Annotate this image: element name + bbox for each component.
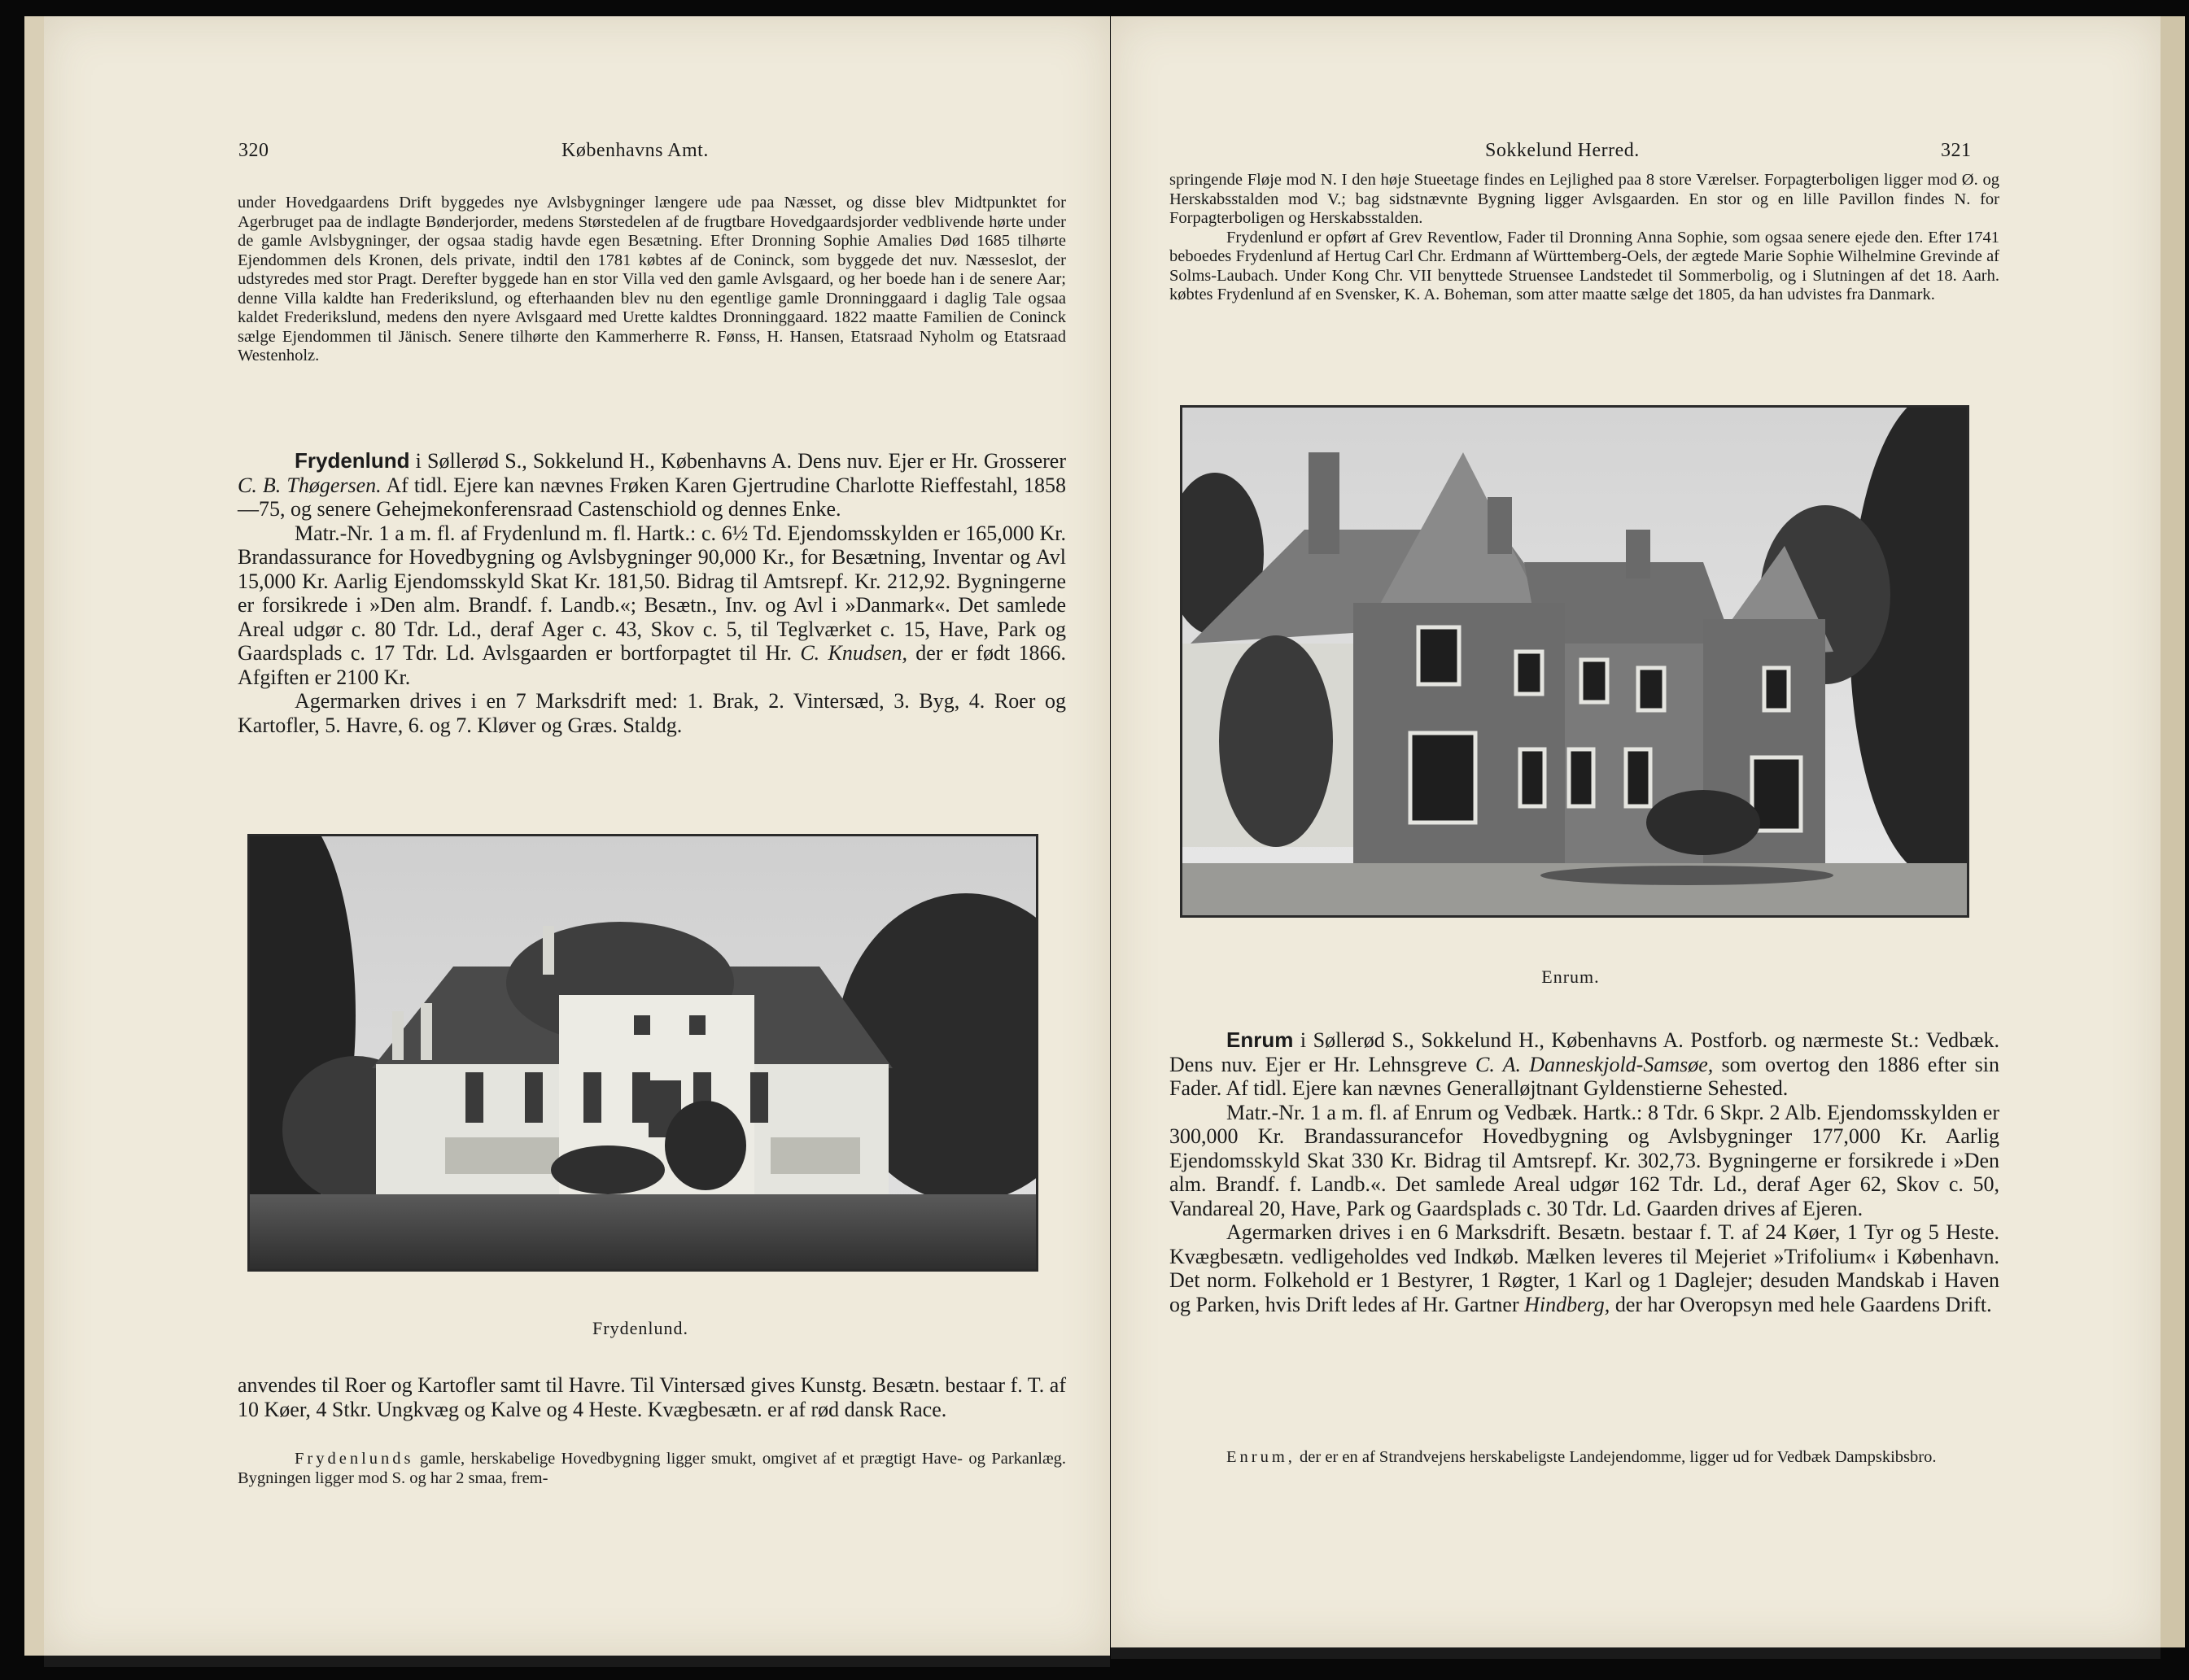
continuation-paragraph: springende Fløje mod N. I den høje Stueetage findes en Lejlighed paa 8 store Værelser. Forpagterboligen ligger mod Ø. og Herskabsstalden mod V.; bag sidstnævnte Bygning ligger Avlsgaarden. En stor og en lille Pavillon findes N. for Forpagterboligen og Herskabsstalden. [1169,171,1999,227]
entry-text: der har Overopsyn med hele Gaardens Drift. [1610,1292,1992,1316]
entry-text: i Søllerød S., Sokkelund H., Københavns A. Dens nuv. Ejer er Hr. Grosserer [409,449,1066,473]
owner-name: C. B. Thøgersen. [238,473,382,497]
running-head: Københavns Amt. [561,140,709,161]
page-edge [44,1656,1110,1667]
frydenlund-photo [247,834,1038,1272]
entry-heading: Frydenlund [295,448,410,473]
frydenlund-entry [238,449,1066,737]
closing-paragraph [1169,1448,1999,1468]
enrum-entry [1169,1028,1999,1316]
closing-text: gamle, herskabelige Hovedbygning ligger smukt, omgivet af et prægtigt Have- og Parkanlæg. Bygningen ligger mod S. og har 2 smaa, frem- [238,1450,1066,1487]
entry-text: Matr.-Nr. 1 a m. fl. af Frydenlund m. fl. Hartk.: c. 6½ Td. Ejendomsskylden er 165,000 Kr. Brandassurance for Hovedbygning og Avlsbygninger 90,000 Kr., for Besætning, Inventar og Avl 15,000 Kr. Aarlig Ejendomsskyld Skat Kr. 181,50. Bidrag til Amtsrepf. Kr. 212,92. Bygningerne er forsikrede i »Den alm. Brandf. f. Landb.«; Besætn., Inv. og Avl i »Danmark«. Det samlede Areal udgør c. 80 Tdr. Ld., deraf Ager c. 43, Skov c. 5, til Teglværket c. 15, Have, Park og Gaardsplads c. 17 Tdr. Ld. Avlsgaarden er bortforpagtet til Hr. [238,521,1066,665]
entry-text: Af tidl. Ejere kan nævnes Frøken Karen Gjertrudine Charlotte Rieffestahl, 1858—75, og senere Gehejmekonferensraad Castenschiold og dennes Enke. [238,473,1067,521]
left-page [24,16,1110,1656]
entry-text: som overtog den 1886 efter sin Fader. Af tidl. Ejere kan nævnes Generalløjtnant Gyldenstierne Sehested. [1169,1052,1999,1100]
photo-caption: Enrum. [1541,967,1600,987]
gardener-name: Hindberg, [1524,1292,1610,1316]
closing-text: der er en af Strandvejens herskabeligste Landejendomme, ligger ud for Vedbæk Dampskibsbro. [1295,1448,1937,1466]
entry-text: Agermarken drives i en 7 Marksdrift med: 1. Brak, 2. Vintersæd, 3. Byg, 4. Roer og Kartofler, 5. Havre, 6. og 7. Kløver og Græs. Staldg. [238,689,1066,737]
entry-text: Agermarken drives i en 6 Marksdrift. Besætn. bestaar f. T. af 24 Køer, 1 Tyr og 5 Heste. Kvægbesætn. vedligeholdes ved Indkøb. Mælken leveres til Mejeriet »Trifolium« i København. Det norm. Folkehold er 1 Bestyrer, 1 Røgter, 1 Karl og 1 Daglejer; desuden Mandskab i Haven og Parken, hvis Drift ledes af Hr. Gartner [1169,1220,1999,1316]
right-page [1111,16,2185,1647]
page-edge [1111,1647,2161,1659]
spaced-name: Frydenlunds [295,1450,414,1468]
entry-heading: Enrum [1226,1028,1294,1052]
tenant-name: C. Knudsen, [800,641,907,665]
continuation-text [1169,171,1999,305]
intro-paragraph [238,194,1066,366]
entry-text: Matr.-Nr. 1 a m. fl. af Enrum og Vedbæk. Hartk.: 8 Tdr. 6 Skpr. 2 Alb. Ejendomsskylden er 300,000 Kr. Brandassurancefor Hovedbygning og Avlsbygninger 177,000 Kr. Aarlig Ejendomsskyld Skat 330 Kr. Bidrag til Amtsrepf. Kr. 302,73. Bygningerne er forsikrede i »Den alm. Brandf. f. Landb.«. Det samlede Areal udgør 162 Tdr. Ld., deraf Ager 62, Skov c. 50, Vandareal 20, Have, Park og Gaardsplads c. 30 Tdr. Ld. Gaarden drives af Ejeren. [1169,1100,1999,1220]
page-number: 320 [238,140,269,161]
intro-paragraph-text: under Hovedgaardens Drift byggedes nye Avlsbygninger længere ude paa Næsset, og disse blev Midtpunktet for Agerbruget paa de indlagte Bønderjorder, medens Størstedelen af de frugtbare Hovedgaardsjorder vedblivende hørte under de gamle Avlsbygninger, der ogsaa stadig havde egen Besætning. Efter Dronning Sophie Amalies Død 1685 tilhørte Ejendommen dels Kronen, dels private, indtil den 1781 købtes af de Coninck, som byggede det nuv. Næsseslot, der udstyredes med stor Pragt. Derefter byggede han en stor Villa ved den gamle Avlsgaard, og her boede han i de senere Aar; denne Villa kaldte han Frederikslund, og efterhaanden blev nu den egentlige gamle Dronninggaard i daglig Tale ogsaa kaldet Frederikslund, medens den nyere Avlsgaard med Urette kaldtes Dronninggaard. 1822 maatte Familien de Coninck sælge Ejendommen til Jänisch. Senere tilhørte den Kammerherre R. Fønss, H. Hansen, Etatsraad Nyholm og Etatsraad Westenholz. [238,194,1066,364]
page-number: 321 [1941,140,1972,161]
closing-paragraph [238,1450,1066,1488]
after-photo-paragraph: anvendes til Roer og Kartofler samt til Havre. Til Vintersæd gives Kunstg. Besætn. bestaar f. T. af 10 Køer, 4 Stkr. Ungkvæg og Kalve og 4 Heste. Kvægbesætn. er af rød dansk Race. [238,1373,1066,1421]
owner-name: C. A. Danneskjold-Samsøe, [1475,1052,1714,1076]
entry-text: i Søllerød S., Sokkelund H., Københavns A. Postforb. og nærmeste St.: Vedbæk. Dens nuv. Ejer er Hr. Lehnsgreve [1169,1028,1999,1076]
photo-caption: Frydenlund. [592,1318,688,1338]
entry-text: der er født 1866. Afgiften er 2100 Kr. [238,641,1067,689]
after-photo-text [238,1373,1066,1421]
enrum-photo [1180,405,1969,918]
spaced-name: Enrum, [1226,1448,1295,1466]
running-head: Sokkelund Herred. [1485,140,1640,161]
continuation-paragraph: Frydenlund er opført af Grev Reventlow, Fader til Dronning Anna Sophie, som ogsaa senere ejede den. Efter 1741 beboedes Frydenlund af Hertug Carl Chr. Erdmann af Württemberg-Oels, der ægtede Marie Sophie Wilhelmine Grevinde af Solms-Laubach. Under Kong Chr. VII benyttede Struensee Landstedet til Sommerbolig, og i Slutningen af det 18. Aarh. købtes Frydenlund af en Svensker, K. A. Boheman, som atter maatte sælge det 1805, da han udvistes fra Danmark. [1169,228,1999,303]
